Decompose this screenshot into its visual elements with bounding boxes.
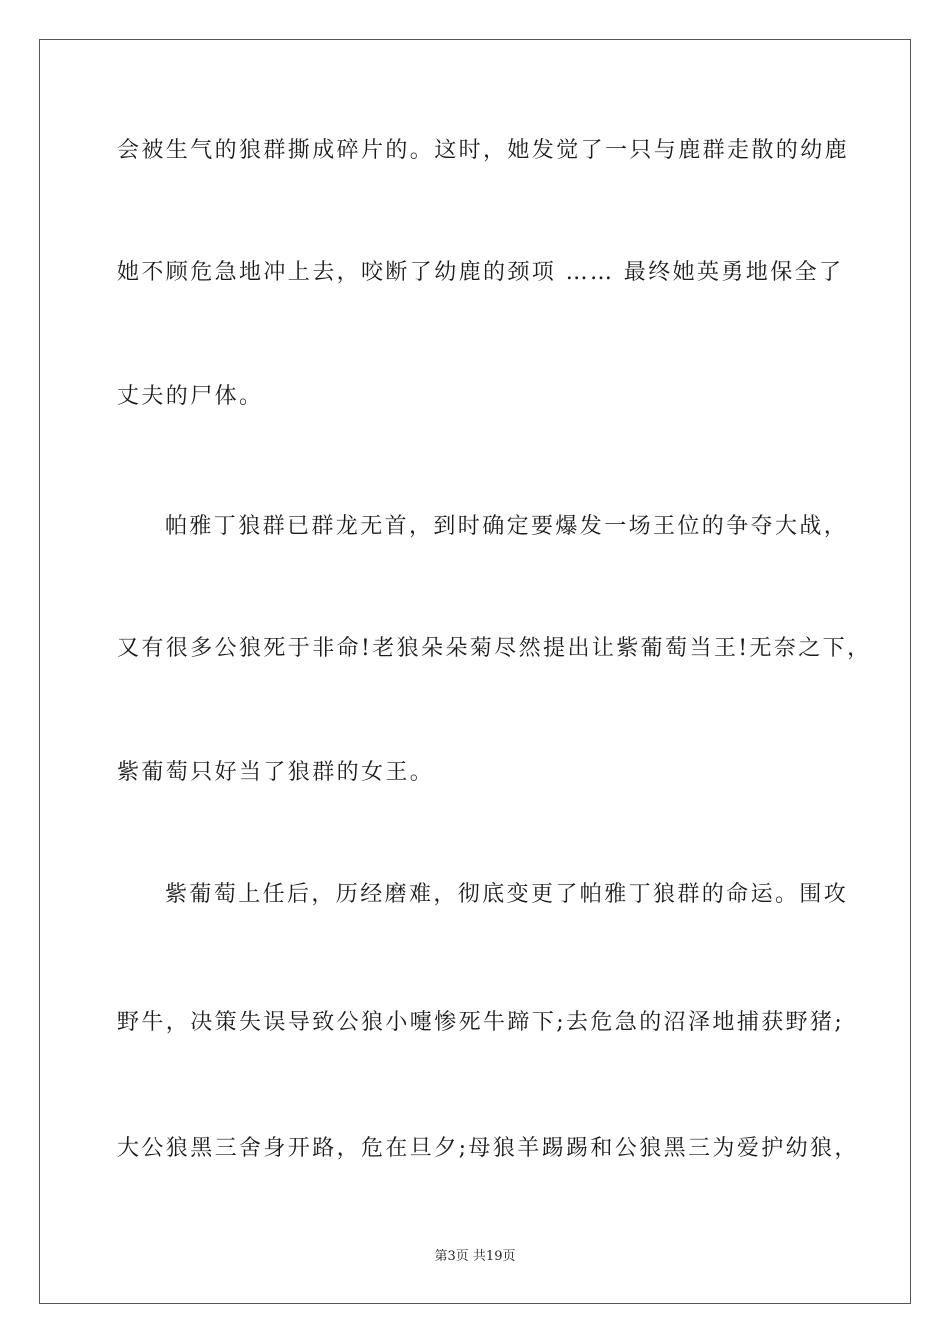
- text-line-8: 野牛，决策失误导致公狼小嚏惨死牛蹄下;去危急的沼泽地捕获野猪;: [117, 1010, 845, 1035]
- page-number-footer: 第3页 共19页: [434, 1249, 516, 1264]
- text-line-2: 她不顾危急地冲上去，咬断了幼鹿的颈项 …… 最终她英勇地保全了: [117, 260, 844, 285]
- text-line-4: 帕雅丁狼群已群龙无首，到时确定要爆发一场王位的争夺大战，: [165, 514, 849, 539]
- text-line-3: 丈夫的尸体。: [117, 384, 264, 409]
- page-border: [39, 39, 911, 1304]
- text-line-9: 大公狼黑三舍身开路，危在旦夕;母狼羊踢踢和公狼黑三为爱护幼狼，: [117, 1136, 859, 1161]
- text-line-6: 紫葡萄只好当了狼群的女王。: [117, 760, 435, 785]
- text-line-1: 会被生气的狼群撕成碎片的。这时，她发觉了一只与鹿群走散的幼鹿: [117, 138, 850, 163]
- text-line-7: 紫葡萄上任后，历经磨难，彻底变更了帕雅丁狼群的命运。围攻: [165, 882, 849, 907]
- text-line-5: 又有很多公狼死于非命!老狼朵朵菊尽然提出让紫葡萄当王!无奈之下，: [117, 636, 872, 661]
